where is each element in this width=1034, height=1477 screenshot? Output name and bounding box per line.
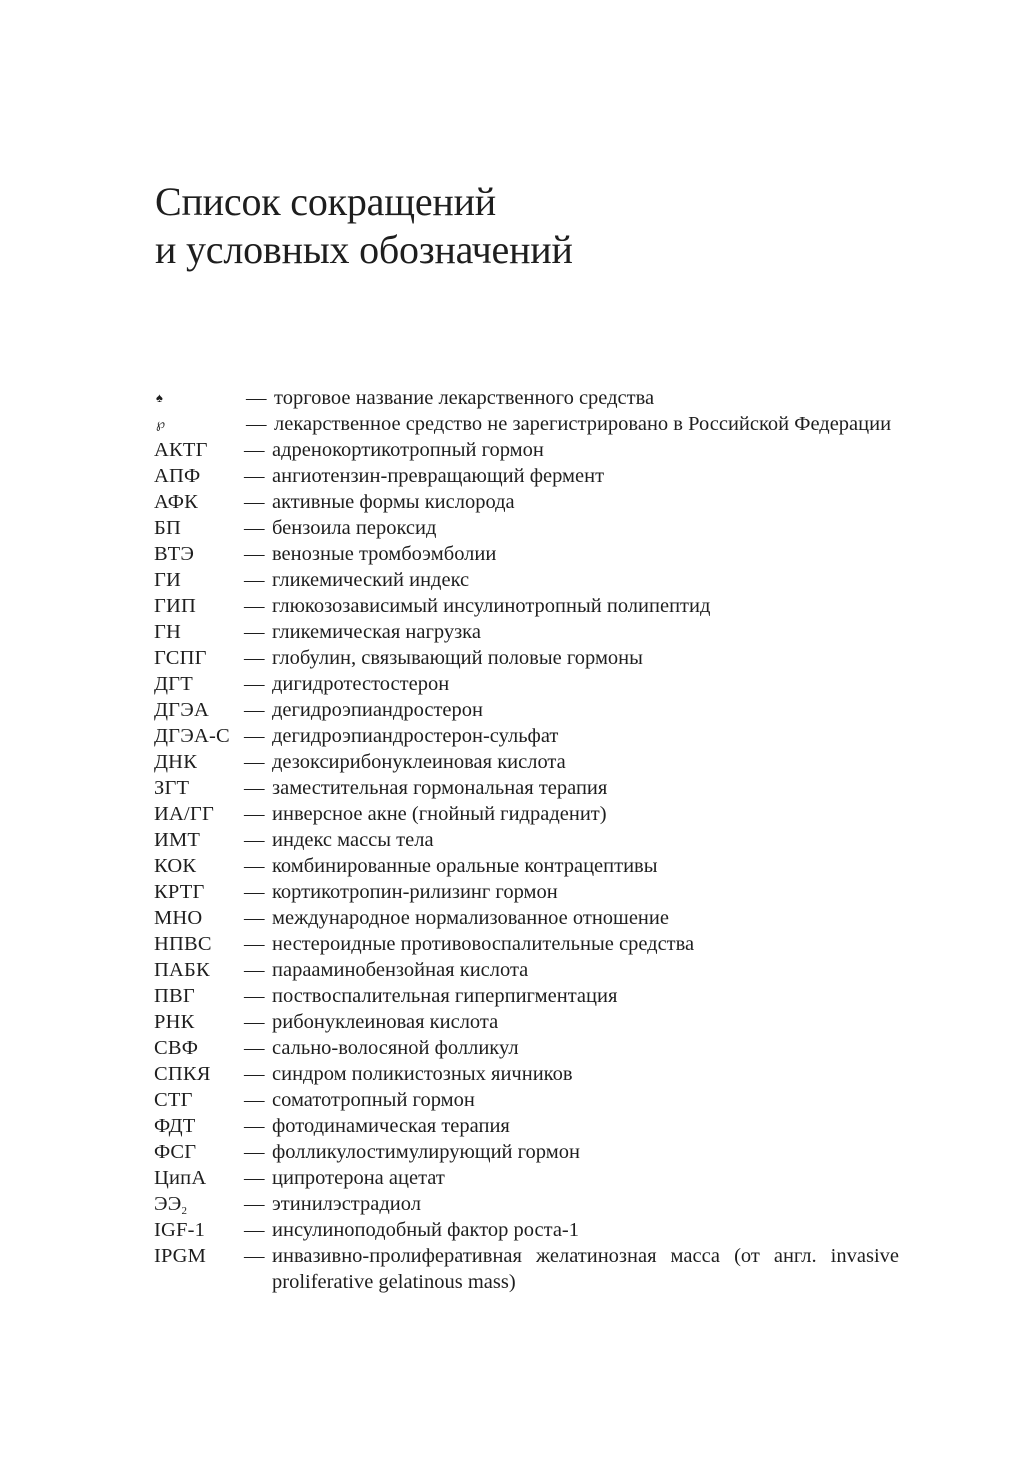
abbreviation-dash: —	[244, 777, 265, 799]
abbreviation-dash: —	[244, 699, 265, 721]
abbreviation-definition: кортикотропин-рилизинг гормон	[272, 881, 558, 903]
abbreviation-definition: соматотропный гормон	[272, 1089, 475, 1111]
abbreviation-dash: —	[244, 829, 265, 851]
abbreviation-row	[154, 411, 899, 437]
abbreviation-definition: поствоспалительная гиперпигментация	[272, 985, 618, 1007]
abbreviation-definition: дигидротестостерон	[272, 673, 450, 695]
abbreviation-row	[154, 541, 899, 567]
abbreviation-row	[154, 1087, 899, 1113]
abbreviation-dash: —	[244, 751, 265, 773]
abbreviation-term: IPGM	[154, 1245, 207, 1267]
abbreviation-dash: —	[246, 413, 267, 435]
abbreviation-row	[154, 879, 899, 905]
abbreviation-dash: —	[244, 1219, 265, 1241]
abbreviation-term: ДНК	[154, 751, 198, 773]
abbreviation-row	[154, 1113, 899, 1139]
abbreviation-definition: дегидроэпиандростерон-сульфат	[272, 725, 559, 747]
abbreviation-definition: индекс массы тела	[272, 829, 434, 851]
abbreviation-dash: —	[244, 517, 265, 539]
abbreviation-definition: комбинированные оральные контрацептивы	[272, 855, 658, 877]
abbreviation-definition: бензоила пероксид	[272, 517, 437, 539]
abbreviation-row	[154, 775, 899, 801]
unregistered-drug-mark: ℘	[156, 416, 166, 431]
abbreviation-row	[154, 437, 899, 463]
abbreviation-dash: —	[244, 1115, 265, 1137]
abbreviation-definition: дегидроэпиандростерон	[272, 699, 483, 721]
abbreviation-definition: адренокортикотропный гормон	[272, 439, 544, 461]
abbreviation-term: ФСГ	[154, 1141, 197, 1163]
abbreviation-term: ИА/ГГ	[154, 803, 215, 825]
abbreviation-dash: —	[244, 959, 265, 981]
abbreviation-term: АКТГ	[154, 439, 208, 461]
abbreviation-definition: глюкозозависимый инсулинотропный полипептид	[272, 595, 711, 617]
abbreviation-term: IGF-1	[154, 1219, 206, 1241]
abbreviation-definition: этинилэстрадиол	[272, 1193, 421, 1215]
abbreviation-definition: синдром поликистозных яичников	[272, 1063, 573, 1085]
abbreviation-dash: —	[244, 1141, 265, 1163]
abbreviation-definition: гликемическая нагрузка	[272, 621, 481, 643]
abbreviation-row	[154, 1009, 899, 1035]
abbreviation-dash: —	[244, 881, 265, 903]
abbreviation-term	[154, 1191, 244, 1217]
abbreviation-dash: —	[244, 1089, 265, 1111]
abbreviation-dash: —	[244, 725, 265, 747]
abbreviation-definition: лекарственное средство не зарегистрировано в Российской Федерации	[274, 413, 892, 435]
abbreviation-definition: активные формы кислорода	[272, 491, 515, 513]
abbreviation-term: СТГ	[154, 1089, 193, 1111]
abbreviation-dash: —	[244, 1011, 265, 1033]
abbreviation-dash: —	[246, 387, 267, 409]
abbreviation-term-base: ЭЭ	[154, 1193, 182, 1215]
abbreviation-list	[154, 385, 899, 1295]
abbreviation-term: ЦипА	[154, 1167, 207, 1189]
abbreviation-row	[154, 1217, 899, 1243]
abbreviation-row	[154, 905, 899, 931]
abbreviation-dash: —	[244, 465, 265, 487]
abbreviation-term: НПВС	[154, 933, 212, 955]
abbreviation-term: РНК	[154, 1011, 195, 1033]
abbreviation-dash: —	[244, 647, 265, 669]
abbreviation-dash: —	[244, 1063, 265, 1085]
abbreviation-term: ПВГ	[154, 985, 195, 1007]
abbreviation-definition: фолликулостимулирующий гормон	[272, 1141, 580, 1163]
abbreviation-row	[154, 671, 899, 697]
abbreviation-definition: глобулин, связывающий половые гормоны	[272, 647, 643, 669]
page-title-line-1: Список сокращений	[155, 179, 496, 224]
abbreviation-definition: сально-волосяной фолликул	[272, 1037, 519, 1059]
abbreviation-row	[154, 619, 899, 645]
abbreviation-definition: торговое название лекарственного средства	[274, 387, 655, 409]
abbreviation-term: ПАБК	[154, 959, 210, 981]
abbreviation-term: ГН	[154, 621, 182, 643]
abbreviation-dash: —	[244, 855, 265, 877]
abbreviation-definition: гликемический индекс	[272, 569, 470, 591]
trade-name-mark: ♠	[156, 390, 164, 405]
abbreviation-term: СПКЯ	[154, 1063, 211, 1085]
abbreviation-term: ГСПГ	[154, 647, 207, 669]
abbreviation-row	[154, 1243, 899, 1295]
abbreviation-row	[154, 515, 899, 541]
abbreviation-row	[154, 931, 899, 957]
abbreviation-term: СВФ	[154, 1037, 199, 1059]
abbreviation-row	[154, 983, 899, 1009]
abbreviation-row	[154, 489, 899, 515]
abbreviation-row	[154, 1165, 899, 1191]
abbreviation-definition: заместительная гормональная терапия	[272, 777, 608, 799]
abbreviation-term: КОК	[154, 855, 197, 877]
abbreviation-row	[154, 463, 899, 489]
abbreviation-definition: инсулиноподобный фактор роста-1	[272, 1219, 579, 1241]
abbreviation-row	[154, 1061, 899, 1087]
page-title-line-2: и условных обозначений	[155, 227, 573, 272]
abbreviation-term: МНО	[154, 907, 203, 929]
abbreviation-term: КРТГ	[154, 881, 205, 903]
abbreviation-term: ГИП	[154, 595, 197, 617]
abbreviation-row	[154, 749, 899, 775]
abbreviation-row	[154, 957, 899, 983]
abbreviation-definition: инверсное акне (гнойный гидраденит)	[272, 803, 607, 825]
abbreviation-definition: фотодинамическая терапия	[272, 1115, 510, 1137]
abbreviation-row	[154, 593, 899, 619]
abbreviation-row	[154, 645, 899, 671]
abbreviation-definition: международное нормализованное отношение	[272, 907, 669, 929]
abbreviation-dash: —	[244, 1245, 265, 1267]
abbreviation-term: ДГТ	[154, 673, 193, 695]
abbreviation-definition: парааминобензойная кислота	[272, 959, 529, 981]
abbreviation-definition: дезоксирибонуклеиновая кислота	[272, 751, 566, 773]
abbreviation-dash: —	[244, 1037, 265, 1059]
abbreviation-row	[154, 697, 899, 723]
abbreviation-dash: —	[244, 595, 265, 617]
abbreviation-definition: рибонуклеиновая кислота	[272, 1011, 499, 1033]
abbreviation-dash: —	[244, 933, 265, 955]
abbreviation-dash: —	[244, 439, 265, 461]
abbreviation-term: ДГЭА-С	[154, 725, 230, 747]
abbreviation-dash: —	[244, 803, 265, 825]
abbreviation-row	[154, 827, 899, 853]
abbreviation-term: АПФ	[154, 465, 201, 487]
abbreviation-dash: —	[244, 907, 265, 929]
abbreviation-row	[154, 1139, 899, 1165]
abbreviation-dash: —	[244, 491, 265, 513]
abbreviation-term-subscript: 2	[181, 1205, 188, 1217]
abbreviation-term: ЗГТ	[154, 777, 190, 799]
abbreviation-term: ДГЭА	[154, 699, 209, 721]
abbreviation-row	[154, 853, 899, 879]
abbreviation-dash: —	[244, 673, 265, 695]
abbreviation-term: АФК	[154, 491, 198, 513]
abbreviation-term: ВТЭ	[154, 543, 195, 565]
page-title	[155, 178, 573, 274]
abbreviation-dash: —	[244, 1193, 265, 1215]
abbreviation-dash: —	[244, 621, 265, 643]
abbreviation-row	[154, 1035, 899, 1061]
abbreviation-dash: —	[244, 569, 265, 591]
abbreviation-definition: инвазивно-пролиферативная желатинозная масса (от англ. invasive proliferative gelatinous mass)	[272, 1245, 899, 1293]
abbreviation-definition: нестероидные противовоспалительные средства	[272, 933, 695, 955]
abbreviation-term: ИМТ	[154, 829, 201, 851]
abbreviation-definition: венозные тромбоэмболии	[272, 543, 497, 565]
abbreviation-definition: ангиотензин-превращающий фермент	[272, 465, 605, 487]
abbreviation-row	[154, 385, 899, 411]
abbreviation-dash: —	[244, 543, 265, 565]
abbreviation-row	[154, 1191, 899, 1217]
abbreviation-dash: —	[244, 985, 265, 1007]
abbreviation-row	[154, 567, 899, 593]
abbreviation-dash: —	[244, 1167, 265, 1189]
abbreviation-term: ГИ	[154, 569, 182, 591]
abbreviation-definition: ципротерона ацетат	[272, 1167, 445, 1189]
abbreviation-term: БП	[154, 517, 181, 539]
abbreviation-row	[154, 801, 899, 827]
abbreviation-term: ФДТ	[154, 1115, 196, 1137]
abbreviation-row	[154, 723, 899, 749]
